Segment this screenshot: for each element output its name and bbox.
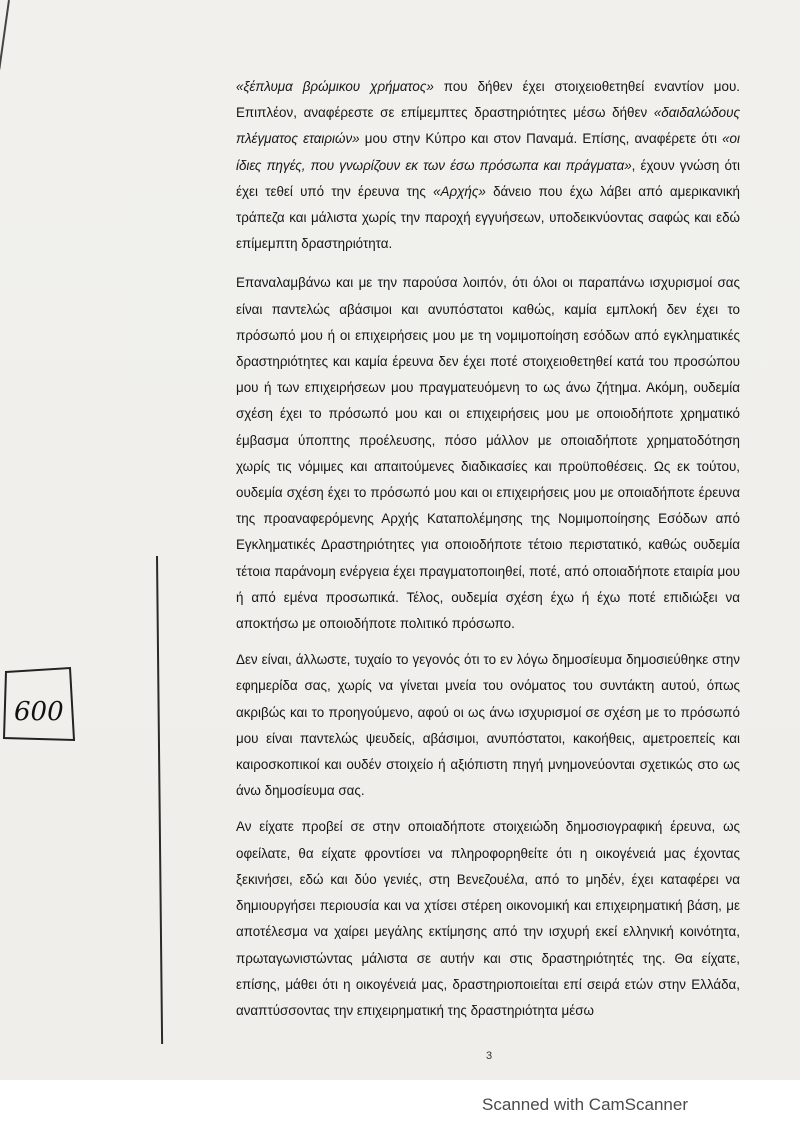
text-segment: Επαναλαμβάνω και με την παρούσα λοιπόν, ότι όλοι οι παραπάνω ισχυρισμοί σας είναι παντελώς αβάσιμοι και ανυπόστατοι καθώς, καμία εμπλοκή δεν έχει το πρόσωπό μου ή οι επιχειρήσεις μου με τη νομιμοποίηση εσόδων από εγκληματικές δραστηριότητες και καμία έρευνα δεν έχει ποτέ στοιχειοθετηθεί κατά του προσώπου μου ή των επιχειρήσεων μου πραγματευόμενη το ως άνω ζήτημα. Ακόμη, ουδεμία σχέση έχει το πρόσωπό μου και οι επιχειρήσεις μου με οποιοδήποτε χρηματικό έμβασμα ύποπτης προέλευσης, πόσο μάλλον με οποιαδήποτε χρηματοδότηση χωρίς τις νόμιμες και απαιτούμενες διαδικασίες και προϋποθέσεις. Ως εκ τούτου, ουδεμία σχέση έχει το πρόσωπό μου και οι επιχειρήσεις μου με οποιαδήποτε έρευνα της προαναφερόμενης Αρχής Καταπολέμησης της Νομιμοποίησης Εσόδων από Εγκληματικές Δραστηριότητες για οποιοδήποτε τέτοιο περιστατικό, καθώς ουδεμία τέτοια παράνομη ενέργεια έχει πραγματοποιηθεί, ποτέ, από οποιαδήποτε εταιρία μου ή από εμένα προσωπικά. Τέλος, ουδεμία σχέση έχω ή έχω ποτέ επιδιώξει να αποκτήσω με οποιοδήποτε πολιτικό πρόσωπο. [236,275,740,632]
margin-pen-line [156,556,163,1044]
corner-pen-mark [0,0,10,70]
paragraph-4 [236,814,740,1024]
text-segment: Δεν είναι, άλλωστε, τυχαίο το γεγονός ότι το εν λόγω δημοσίευμα δημοσιεύθηκε στην εφημερίδα σας, χωρίς να γίνεται μνεία του ονόματος του συντάκτη αυτού, όπως ακριβώς και το προηγούμενο, αφού οι ως άνω ισχυρισμοί σε σχέση με το πρόσωπό μου είναι παντελώς ψευδείς, αβάσιμοι, ανυπόστατοι, κακοήθεις, αμετροεπείς και καιροσκοπικοί και ουδέν στοιχείο ή αξιόπιστη πηγή μνημονεύονται σχετικώς στο ως άνω δημοσίευμα σας. [236,652,740,799]
text-segment: «ξέπλυμα βρώμικου χρήματος» [236,79,434,94]
text-segment: «οι ίδιες πηγές, που γνωρίζουν εκ των έσω πρόσωπα και πράγματα» [236,131,740,173]
text-segment: Αν είχατε προβεί σε στην οποιαδήποτε στοιχειώδη δημοσιογραφική έρευνα, ως οφείλατε, θα είχατε φροντίσει να πληροφορηθείτε ότι η οικογένειά μας έχοντας ξεκινήσει, εδώ και δύο γενιές, στη Βενεζουέλα, από το μηδέν, έχει καταφέρει να δημιουργήσει περιουσία και να χτίσει στέρεη οικονομική και επιχειρηματική βάση, με αποτέλεσμα να χαίρει μεγάλης εκτίμησης από την ισχυρή εκεί ελληνική κοινότητα, πρωταγωνιστώντας μάλιστα σε αυτήν και στις δραστηριότητές της. Θα είχατε, επίσης, μάθει ότι η οικογένειά μας, δραστηριοποιείται επί σειρά ετών στην Ελλάδα, αναπτύσσοντας την επιχειρηματική της δραστηριότητα μέσω [236,819,740,1018]
letter-body [236,74,740,1034]
text-segment: «Αρχής» [433,183,486,199]
scanner-watermark: Scanned with CamScanner [482,1095,689,1114]
text-segment: μου στην Κύπρο και στον Παναμά. Επίσης, αναφέρετε ότι [359,131,723,147]
text-segment: , έχουν γνώση ότι έχει τεθεί υπό την έρευνα της [236,157,740,199]
text-segment: που δήθεν έχει στοιχειοθετηθεί εναντίον μου. Επιπλέον, αναφέρεστε σε επίμεμπτες δραστηριότητες μέσω δήθεν [236,79,740,121]
paragraph-3 [236,647,740,804]
paragraph-1 [236,74,740,257]
page-number: 3 [486,1050,493,1062]
text-segment: «δαιδαλώδους πλέγματος εταιριών» [236,105,740,147]
stamp-text: 600 [14,697,64,727]
text-segment: δάνειο που έχω λάβει από αμερικανική τράπεζα και μάλιστα χωρίς την παροχή εγγυήσεων, υποδεικνύοντας σαφώς και εδώ επίμεμπτη δραστηριότητα. [236,183,740,252]
handwritten-stamp [0,660,80,750]
paragraph-2 [236,270,740,637]
